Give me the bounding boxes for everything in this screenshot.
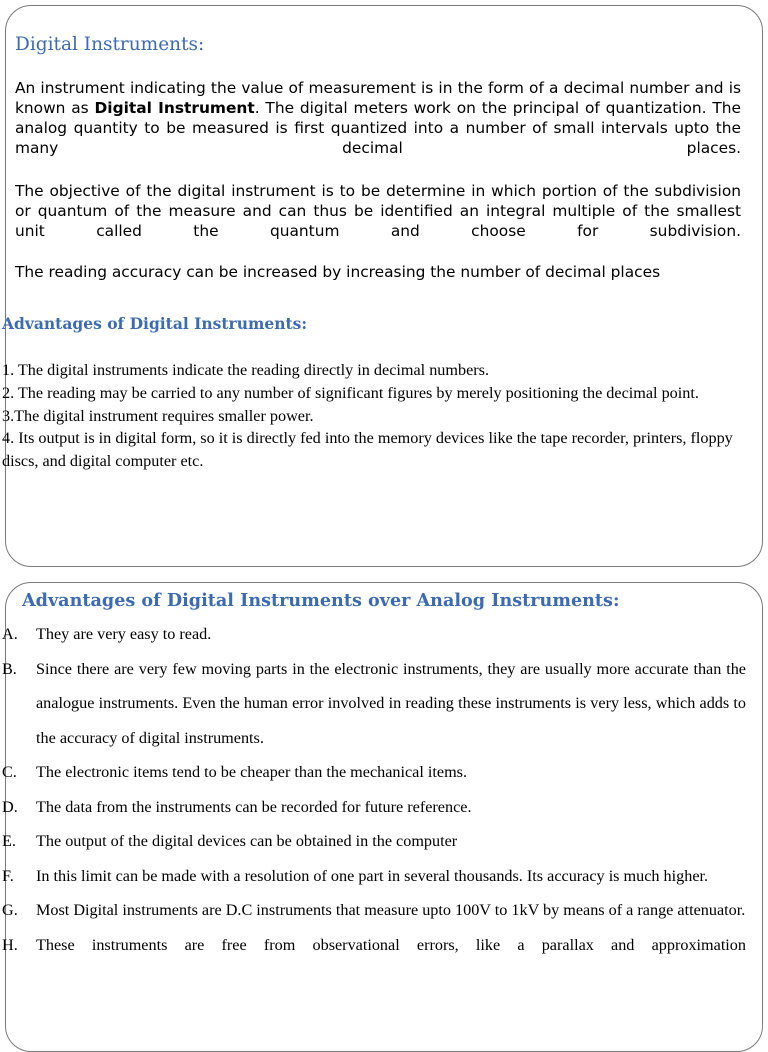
advantage-item: 2. The reading may be carried to any number of significant figures by merely positioning the decimal point. — [2, 383, 699, 402]
item-text: The output of the digital devices can be obtained in the computer — [36, 832, 458, 850]
item-marker: A. — [2, 625, 18, 643]
comparison-item — [2, 790, 746, 825]
advantages-title: Advantages of Digital Instruments: — [2, 314, 308, 333]
item-text: The electronic items tend to be cheaper than the mechanical items. — [36, 763, 468, 781]
item-marker: D. — [2, 797, 18, 816]
item-marker: E. — [2, 832, 16, 850]
item-marker: C. — [2, 763, 17, 781]
item-text: They are very easy to read. — [36, 625, 212, 643]
item-marker: B. — [2, 659, 17, 678]
item-text: Most Digital instruments are D.C instruments that measure upto 100V to 1kV by means of a range attenuator. — [36, 901, 746, 919]
comparison-item — [2, 859, 746, 894]
section-title: Digital Instruments: — [15, 34, 205, 55]
comparison-item — [2, 617, 746, 652]
comparison-item — [2, 893, 746, 928]
item-text: Since there are very few moving parts in the electronic instruments, they are usually more accurate than the analogue instruments. Even the human error involved in reading these instruments is very less, which adds to the accuracy of digital instruments. — [36, 659, 746, 747]
advantage-item: 4. Its output is in digital form, so it is directly fed into the memory devices like the tape recorder, printers, floppy discs, and digital computer etc. — [2, 429, 733, 471]
comparison-item — [2, 652, 746, 756]
item-marker: G. — [2, 901, 18, 919]
comparison-item — [2, 755, 746, 790]
item-text: In this limit can be made with a resolution of one part in several thousands. Its accuracy is much higher. — [36, 866, 709, 885]
objective-paragraph: The objective of the digital instrument is to be determine in which portion of the subdivision or quantum of the measure and can thus be identified an integral multiple of the smallest unit called the quantum and choose for subdivision. — [15, 182, 741, 240]
item-marker: H. — [2, 935, 18, 954]
comparison-title: Advantages of Digital Instruments over Analog Instruments: — [22, 590, 620, 611]
definition-text-end: . The digital meters work on the principal of quantization. The analog quantity to be measured is first quantized into a number of small intervals upto the many decimal places. — [15, 99, 741, 157]
definition-term: Digital Instrument — [94, 99, 255, 117]
accuracy-paragraph: The reading accuracy can be increased by increasing the number of decimal places — [15, 263, 661, 281]
item-marker: F. — [2, 866, 14, 885]
item-text: These instruments are free from observational errors, like a parallax and approximation — [36, 935, 746, 954]
item-text: The data from the instruments can be recorded for future reference. — [36, 797, 472, 816]
advantage-item: 3.The digital instrument requires smaller power. — [2, 406, 314, 425]
advantages-list — [2, 359, 742, 473]
comparison-item — [2, 928, 746, 963]
definition-paragraph — [15, 78, 741, 158]
advantage-item: 1. The digital instruments indicate the reading directly in decimal numbers. — [2, 361, 489, 379]
comparison-list — [2, 617, 746, 962]
definition-text-start: An instrument indicating the value of measurement is in the form of a decimal number and is known as — [15, 79, 741, 117]
comparison-item — [2, 824, 746, 859]
